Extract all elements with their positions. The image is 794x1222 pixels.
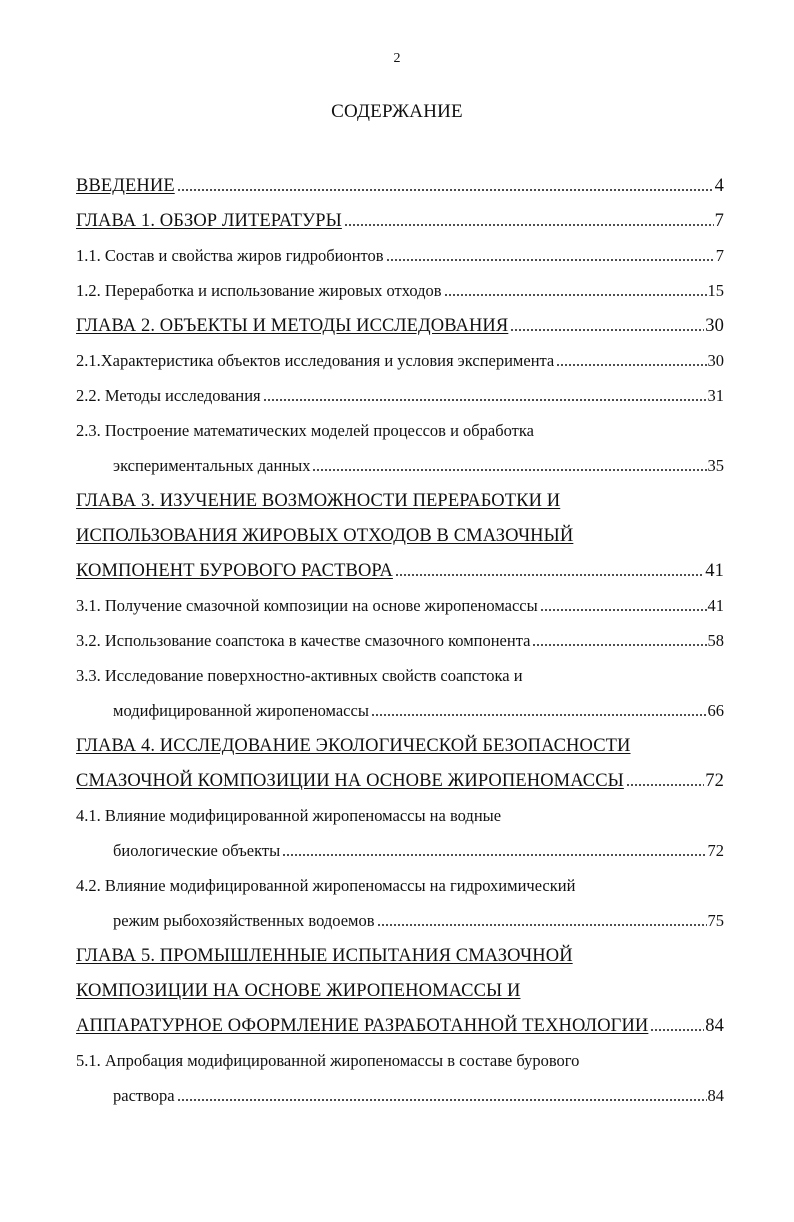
toc-entry-page: 31 <box>707 386 724 405</box>
toc-entry-text: экспериментальных данных <box>113 456 311 475</box>
toc-entry-chapter-5-line-3[interactable] <box>76 1010 724 1036</box>
toc-entry-3-3[interactable] <box>76 660 724 686</box>
leader-dots <box>510 328 704 332</box>
toc-entry-page: 30 <box>707 351 724 370</box>
toc-entry-chapter-5[interactable] <box>76 940 724 966</box>
toc-entry-3-2[interactable] <box>76 625 724 651</box>
leader-dots <box>377 923 707 927</box>
toc-entry-text: модифицированной жиропеномассы <box>113 701 369 720</box>
toc-entry-text: раствора <box>113 1086 175 1105</box>
toc-entry-text: АППАРАТУРНОЕ ОФОРМЛЕНИЕ РАЗРАБОТАННОЙ ТЕХНОЛОГИИ <box>76 1016 649 1036</box>
toc-entry-4-2-continued[interactable] <box>113 905 724 931</box>
toc-entry-text: КОМПОНЕНТ БУРОВОГО РАСТВОРА <box>76 561 393 581</box>
toc-entry-chapter-1[interactable] <box>76 205 724 231</box>
toc-entry-chapter-2[interactable] <box>76 310 724 336</box>
toc-entry-4-2[interactable] <box>76 870 724 896</box>
leader-dots <box>386 258 715 262</box>
toc-entry-page: 72 <box>707 841 724 860</box>
leader-dots <box>177 188 714 192</box>
page-title: СОДЕРЖАНИЕ <box>331 101 463 122</box>
toc-entry-text: КОМПОЗИЦИИ НА ОСНОВЕ ЖИРОПЕНОМАССЫ И <box>76 981 521 1001</box>
toc-entry-text: биологические объекты <box>113 841 281 860</box>
toc-entry-page: 66 <box>707 701 724 720</box>
toc-entry-page: 84 <box>707 1086 724 1105</box>
toc-entry-1-1[interactable] <box>76 240 724 266</box>
toc-entry-page: 41 <box>707 596 724 615</box>
page-number: 2 <box>393 51 401 66</box>
toc-entry-text: 2.1.Характеристика объектов исследования и условия эксперимента <box>76 351 555 370</box>
leader-dots <box>344 223 714 227</box>
toc-entry-chapter-3-line-3[interactable] <box>76 555 724 581</box>
toc-entry-text: 3.3. Исследование поверхностно-активных свойств соапстока и <box>76 666 523 685</box>
toc-entry-2-1[interactable] <box>76 345 724 371</box>
leader-dots <box>177 1098 707 1102</box>
toc-entry-page: 72 <box>705 771 724 791</box>
toc-entry-page: 15 <box>707 281 724 300</box>
toc-entry-1-2[interactable] <box>76 275 724 301</box>
leader-dots <box>540 608 707 612</box>
toc-entry-4-1[interactable] <box>76 800 724 826</box>
toc-entry-page: 41 <box>705 561 724 581</box>
toc-entry-page: 35 <box>707 456 724 475</box>
toc-entry-text: ВВЕДЕНИЕ <box>76 176 175 196</box>
toc-entry-3-1[interactable] <box>76 590 724 616</box>
leader-dots <box>650 1028 704 1032</box>
leader-dots <box>444 293 707 297</box>
toc-entry-text: ГЛАВА 2. ОБЪЕКТЫ И МЕТОДЫ ИССЛЕДОВАНИЯ <box>76 316 509 336</box>
leader-dots <box>282 853 706 857</box>
toc-entry-text: 5.1. Апробация модифицированной жиропеномассы в составе бурового <box>76 1051 580 1070</box>
toc-entry-2-3-continued[interactable] <box>113 450 724 476</box>
leader-dots <box>556 363 706 367</box>
toc-entry-text: 3.1. Получение смазочной композиции на основе жиропеномассы <box>76 596 538 615</box>
toc-entry-text: СМАЗОЧНОЙ КОМПОЗИЦИИ НА ОСНОВЕ ЖИРОПЕНОМАССЫ <box>76 771 624 791</box>
leader-dots <box>626 783 704 787</box>
toc-entry-text: режим рыбохозяйственных водоемов <box>113 911 375 930</box>
leader-dots <box>532 643 706 647</box>
toc-entry-page: 7 <box>715 246 724 265</box>
toc-entry-text: 4.2. Влияние модифицированной жиропеномассы на гидрохимический <box>76 876 576 895</box>
toc-entry-text: 3.2. Использование соапстока в качестве смазочного компонента <box>76 631 531 650</box>
toc-entry-text: 1.1. Состав и свойства жиров гидробионтов <box>76 246 384 265</box>
toc-entry-text: 2.2. Методы исследования <box>76 386 261 405</box>
toc-entry-chapter-5-line-2[interactable] <box>76 975 724 1001</box>
leader-dots <box>312 468 706 472</box>
toc-entry-chapter-3-line-2[interactable] <box>76 520 724 546</box>
toc-entry-text: ГЛАВА 1. ОБЗОР ЛИТЕРАТУРЫ <box>76 211 342 231</box>
leader-dots <box>371 713 707 717</box>
toc-entry-page: 75 <box>707 911 724 930</box>
toc-entry-text: 2.3. Построение математических моделей процессов и обработка <box>76 421 534 440</box>
toc-entry-chapter-4[interactable] <box>76 730 724 756</box>
toc-entry-page: 58 <box>707 631 724 650</box>
toc-entry-page: 30 <box>705 316 724 336</box>
toc-entry-text: ИСПОЛЬЗОВАНИЯ ЖИРОВЫХ ОТХОДОВ В СМАЗОЧНЫЙ <box>76 526 574 546</box>
toc-entry-page: 4 <box>714 176 724 196</box>
toc-entry-5-1[interactable] <box>76 1045 724 1071</box>
leader-dots <box>263 398 707 402</box>
toc-entry-2-2[interactable] <box>76 380 724 406</box>
toc-entry-5-1-continued[interactable] <box>113 1080 724 1106</box>
toc-entry-text: ГЛАВА 5. ПРОМЫШЛЕННЫЕ ИСПЫТАНИЯ СМАЗОЧНОЙ <box>76 946 573 966</box>
toc-entry-4-1-continued[interactable] <box>113 835 724 861</box>
toc-entry-page: 7 <box>714 211 724 231</box>
leader-dots <box>395 573 704 577</box>
toc-entry-chapter-3[interactable] <box>76 485 724 511</box>
toc-entry-introduction[interactable] <box>76 170 724 196</box>
toc-entry-chapter-4-line-2[interactable] <box>76 765 724 791</box>
toc-entry-2-3[interactable] <box>76 415 724 441</box>
toc-entry-text: ГЛАВА 3. ИЗУЧЕНИЕ ВОЗМОЖНОСТИ ПЕРЕРАБОТКИ И <box>76 491 561 511</box>
toc-entry-text: 1.2. Переработка и использование жировых отходов <box>76 281 442 300</box>
toc-entry-3-3-continued[interactable] <box>113 695 724 721</box>
toc-entry-page: 84 <box>705 1016 724 1036</box>
toc-entry-text: ГЛАВА 4. ИССЛЕДОВАНИЕ ЭКОЛОГИЧЕСКОЙ БЕЗОПАСНОСТИ <box>76 736 631 756</box>
toc-entry-text: 4.1. Влияние модифицированной жиропеномассы на водные <box>76 806 502 825</box>
